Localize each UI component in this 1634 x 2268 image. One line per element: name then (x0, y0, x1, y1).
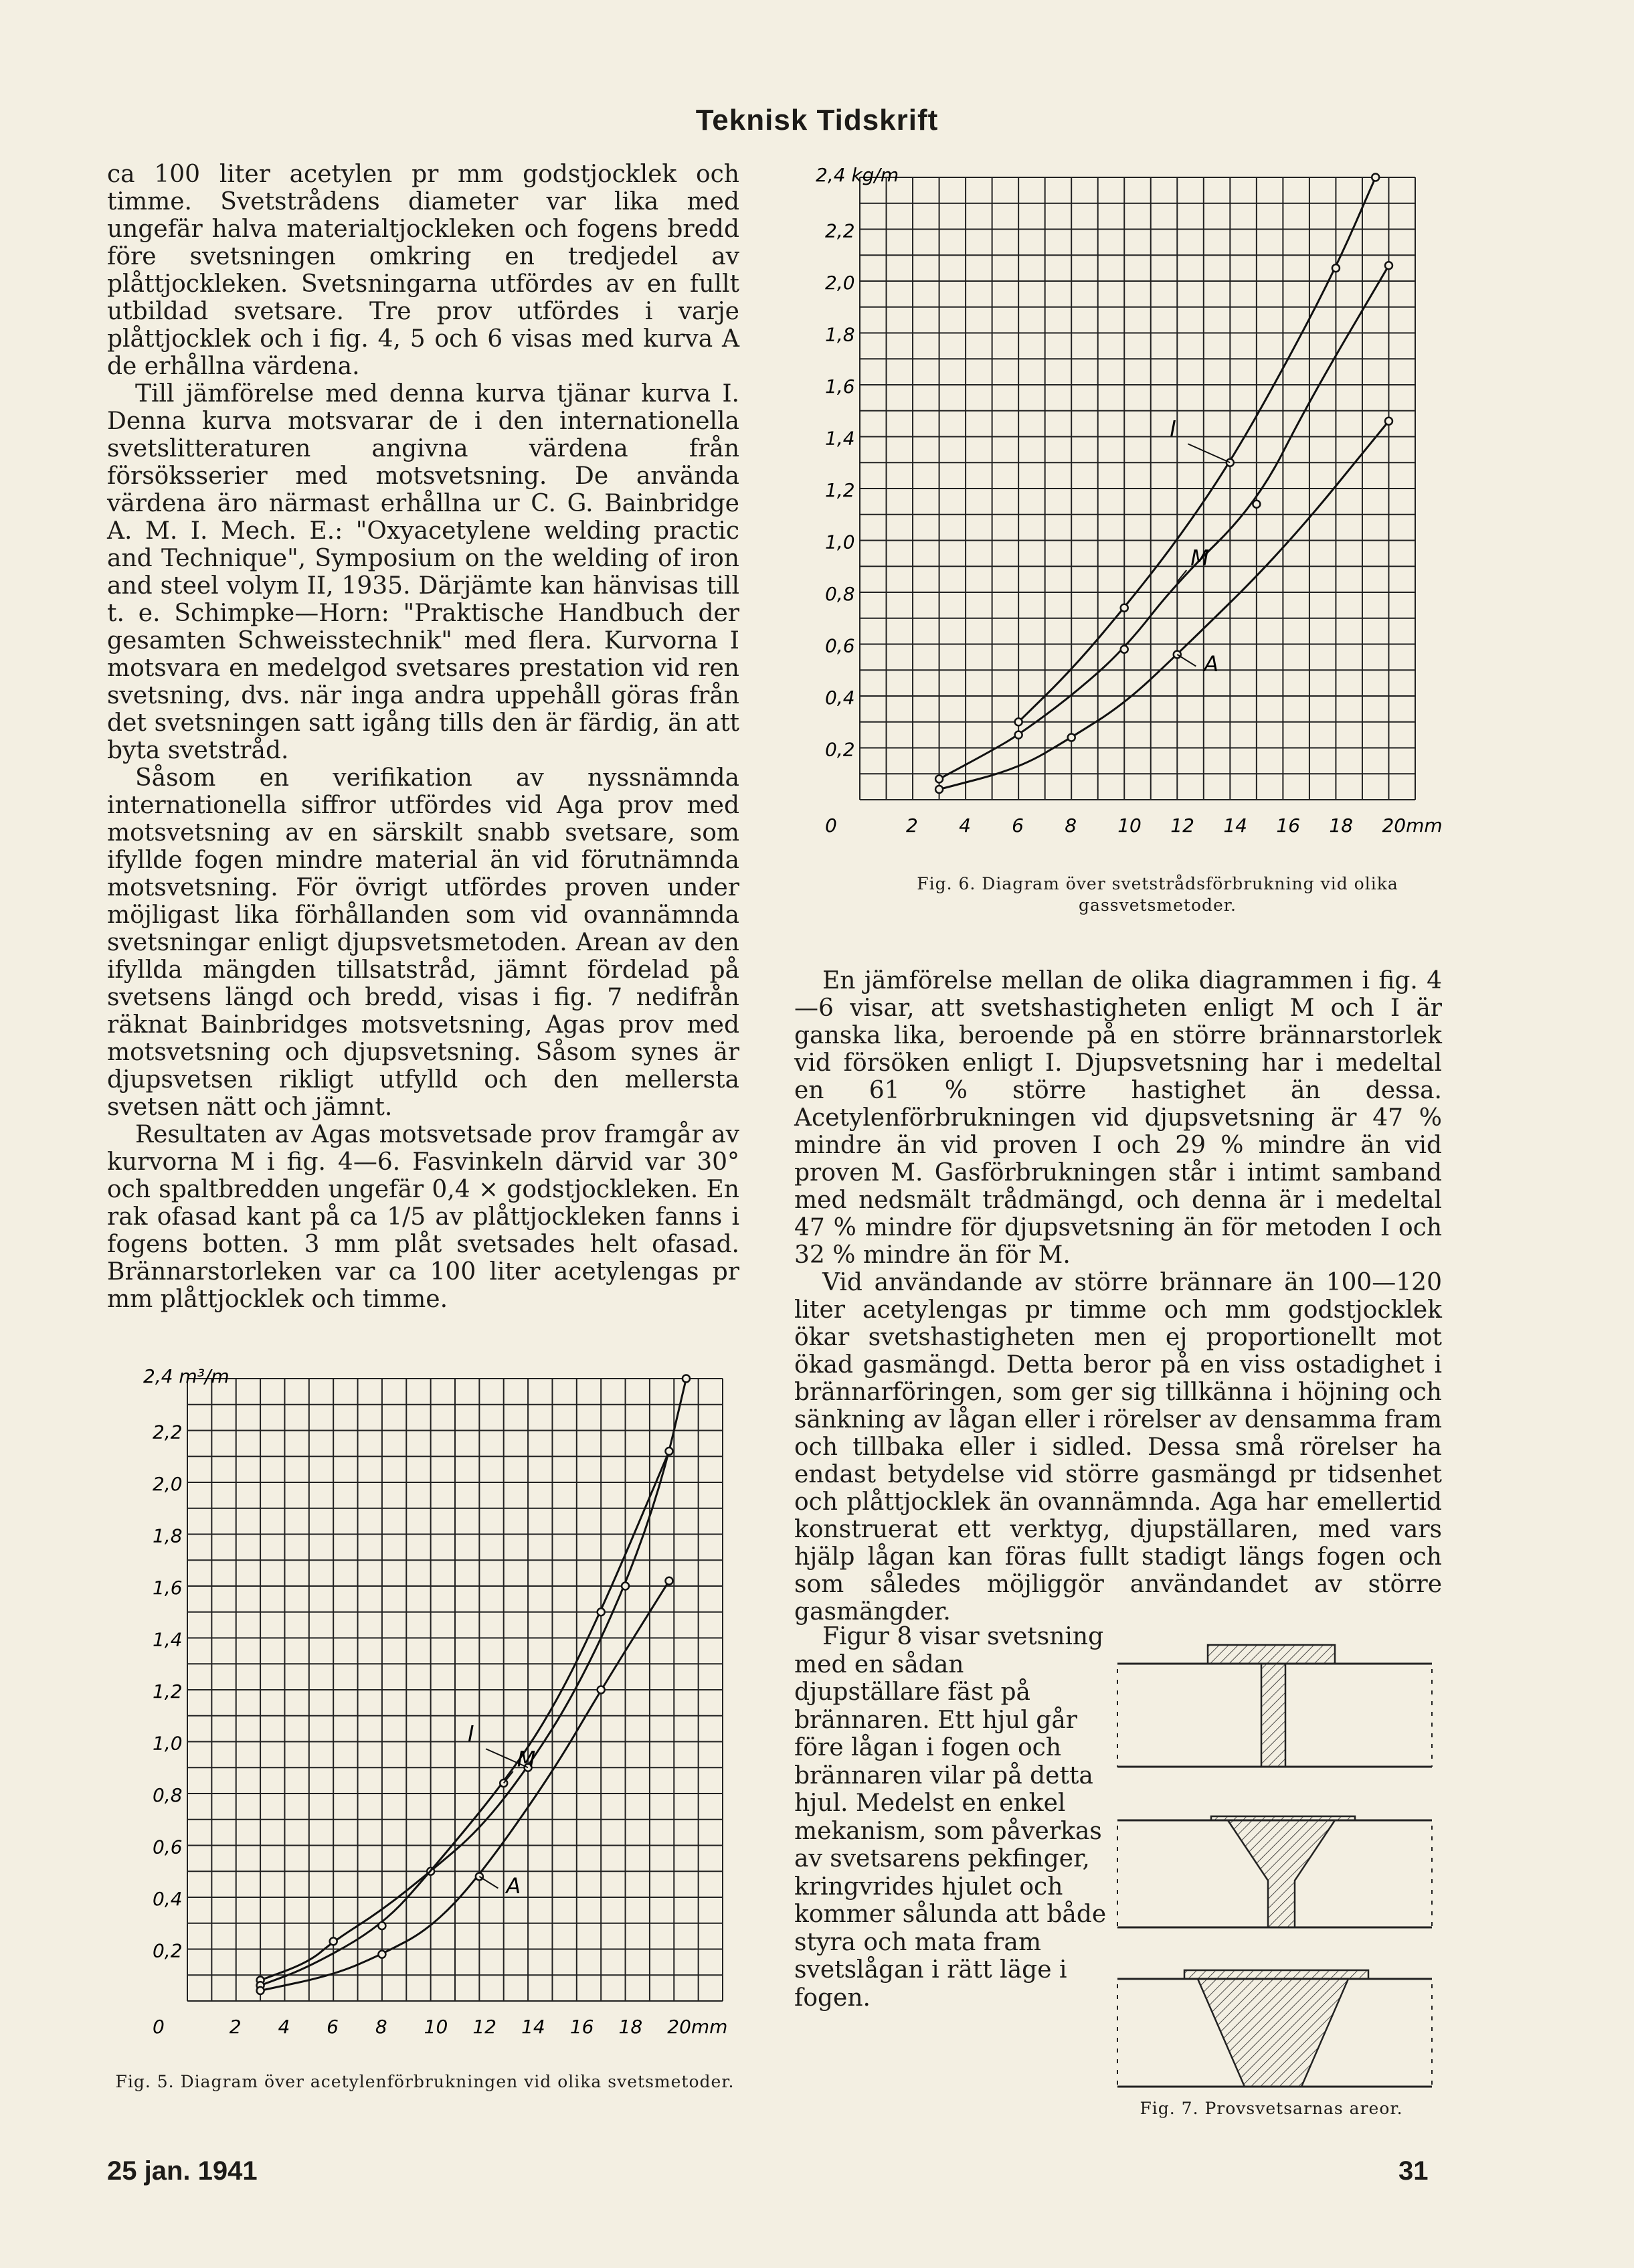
y-tick-label: 1,4 (153, 1628, 183, 1651)
data-point-M (666, 1448, 673, 1455)
x-tick-label: 20mm (667, 2016, 728, 2038)
fig6-caption: Fig. 6. Diagram över svetstrådsförbrukning vid olika gassvetsmetoder. (917, 874, 1398, 915)
x-tick-label: 6 (1012, 814, 1024, 837)
x-tick-label: 18 (1329, 814, 1354, 837)
fig6-chart (800, 157, 1449, 873)
x-tick-label: 20mm (1382, 814, 1443, 837)
page-header: Teknisk Tidskrift (695, 104, 939, 137)
paragraph: Vid användande av större brännare än 100—120 liter acetylengas pr timme och mm godstjocklek ökar svetshastigheten men ej proportionellt mot ökad gasmängd. Detta beror på en viss ostadighet i brännarföringen, som ger sig tillkänna i höjning och sänkning av lågan eller i rörelser av densamma fram och tillbaka eller i sidled. Dessa små rörelser ha endast betydelse vid större gasmängd pr tidsenhet och plåttjocklek än ovannämnda. Aga har emellertid konstruerat ett verktyg, djupställaren, med vars hjälp lågan kan föras fullt stadigt längs fogen och som således möjliggör användandet av större gasmängder. (794, 1269, 1442, 1626)
x-tick-label: 12 (1170, 814, 1194, 837)
y-tick-label: 1,2 (825, 479, 855, 501)
data-point-M (1121, 646, 1128, 653)
x-tick-label: 2 (906, 814, 918, 837)
data-point-M (1253, 501, 1260, 508)
y-tick-label: 0,2 (825, 738, 855, 761)
fig5-chart (120, 1359, 756, 2068)
y-tick-label: 1,6 (153, 1577, 183, 1599)
weld-section-top (1117, 1645, 1432, 1767)
x-tick-label: 4 (959, 814, 971, 837)
x-tick-label: 8 (1065, 814, 1077, 837)
paragraph: ca 100 liter acetylen pr mm godstjocklek och timme. Svetstrådens diameter var lika med ungefär halva materialtjockleken och fogens bredd före svetsningen omkring en tredjedel av plåttjockleken. Svetsningarna utfördes av en fullt utbildad svetsare. Tre prov utfördes i varje plåttjocklek och i fig. 4, 5 och 6 visas med kurva A de erhållna värdena. (107, 161, 739, 380)
series-line-A (939, 421, 1389, 789)
data-point-A (257, 1987, 264, 1994)
data-point-M (378, 1922, 385, 1929)
paragraph: Till jämförelse med denna kurva tjänar kurva I. Denna kurva motsvarar de i den internationella svetslitteraturen angivna värdena från försöksserier med motsvetsning. De använda värdena äro närmast erhållna ur C. G. Bainbridge A. M. I. Mech. E.: "Oxyacetylene welding practic and Technique", Symposium on the welding of iron and steel volym II, 1935. Därjämte kan hänvisas till t. e. Schimpke—Horn: "Praktische Handbuch der gesamten Schweisstechnik" med flera. Kurvorna I motsvara en medelgod svetsares prestation vid ren svetsning, dvs. när inga andra uppehåll göras från det svetsningen satt igång tills den är färdig, än att byta svetstråd. (107, 380, 739, 764)
series-label-I: I (1170, 416, 1176, 442)
paragraph: Figur 8 visar svetsning med en sådan djupställare fäst på brännaren. Ett hjul går före lågan i fogen och brännaren vilar på detta hjul. Medelst en enkel mekanism, som påverkas av svetsarens pekfinger, kringvrides hjulet och kommer sålunda att både styra och mata fram svetslågan i rätt läge i fogen. (794, 1623, 1107, 2012)
data-point-I (1015, 718, 1022, 725)
y-tick-label: 1,4 (825, 427, 855, 450)
series-label-I: I (468, 1721, 474, 1747)
wrap-column (794, 1623, 1109, 2012)
series-line-A (260, 1581, 669, 1990)
x-tick-label: 12 (472, 2016, 497, 2038)
data-point-A (378, 1951, 385, 1958)
series-line-M (260, 1452, 669, 1986)
x-tick-label: 4 (278, 2016, 290, 2038)
y-tick-label: 1,0 (825, 531, 855, 553)
y-tick-label: 2,2 (825, 220, 855, 242)
y-tick-label: 0,6 (153, 1836, 183, 1858)
y-axis-label: 2,4 m³/m (143, 1365, 230, 1387)
series-line-M (939, 266, 1389, 779)
grid (860, 177, 1415, 800)
y-tick-label: 1,0 (153, 1732, 183, 1755)
data-point-I (330, 1937, 337, 1945)
fig7-caption: Fig. 7. Provsvetsarnas areor. (1140, 2099, 1403, 2118)
x-tick-label: 0 (153, 2016, 165, 2038)
series-line-I (260, 1379, 686, 1980)
paragraph: En jämförelse mellan de olika diagrammen i fig. 4—6 visar, att svetshastigheten enligt M och I är ganska lika, beroende på en större brännarstorlek vid försöken enligt I. Djupsvetsning har i medeltal en 61 % större hastighet än dessa. Acetylenförbrukningen vid djupsvetsning är 47 % mindre än vid proven I och 29 % mindre än vid proven M. Gasförbrukningen står i intimt samband med nedsmält trådmängd, och denna är i medeltal 47 % mindre för djupsvetsning än för metoden I och 32 % mindre än för M. (794, 967, 1442, 1269)
y-tick-label: 0,2 (153, 1939, 183, 1962)
data-point-A (1068, 734, 1075, 742)
x-tick-label: 6 (327, 2016, 339, 2038)
right-column (794, 967, 1442, 1626)
footer-date: 25 jan. 1941 (107, 2156, 258, 2186)
data-point-M (1385, 262, 1392, 269)
y-tick-label: 2,2 (153, 1421, 183, 1444)
x-tick-label: 14 (1223, 814, 1247, 837)
y-tick-label: 0,4 (153, 1888, 183, 1910)
y-tick-label: 1,8 (153, 1524, 183, 1547)
data-point-A (666, 1577, 673, 1585)
data-point-I (683, 1375, 690, 1383)
y-tick-label: 1,8 (825, 323, 855, 346)
series-label-A: A (1204, 651, 1219, 677)
x-tick-label: 16 (569, 2016, 594, 2038)
series-leader-A (479, 1877, 498, 1889)
y-tick-label: 1,2 (153, 1680, 183, 1703)
page-number: 31 (1398, 2156, 1429, 2186)
series-leader-A (1177, 655, 1196, 667)
y-tick-label: 0,8 (153, 1784, 183, 1806)
series-leader-I (1188, 444, 1230, 462)
y-tick-label: 2,0 (825, 272, 855, 294)
data-point-M (935, 776, 943, 783)
data-point-A (935, 786, 943, 793)
paragraph: Såsom en verifikation av nyssnämnda internationella siffror utfördes vid Aga prov med motsvetsning av en särskilt snabb svetsare, som ifyllde fogen mindre material än vid förutnämnda motsvetsning. För övrigt utfördes proven under möjligast lika förhållanden som vid ovannämnda svetsningar enligt djupsvetsmetoden. Arean av den ifyllda mängden tillsatstråd, jämnt fördelad på svetsens längd och bredd, visas i fig. 7 nedifrån räknat Bainbridges motsvetsning, Agas prov med motsvetsning och djupsvetsning. Såsom synes är djupsvetsen rikligt utfylld och den mellersta svetsen nätt och jämnt. (107, 764, 739, 1121)
weld-section-bottom (1117, 1970, 1432, 2087)
data-point-I (622, 1583, 629, 1590)
series-label-M: M (1190, 545, 1209, 571)
x-tick-label: 10 (1117, 814, 1142, 837)
paragraph: Resultaten av Agas motsvetsade prov framgår av kurvorna M i fig. 4—6. Fasvinkeln därvid var 30° och spaltbredden ungefär 0,4 × godstjockleken. En rak ofasad kant på ca 1/5 av plåttjockleken fanns i fogens botten. 3 mm plåt svetsades helt ofasad. Brännarstorleken var ca 100 liter acetylengas pr mm plåttjocklek och timme. (107, 1121, 739, 1313)
data-point-A (598, 1686, 605, 1694)
y-tick-label: 0,6 (825, 634, 855, 657)
x-tick-label: 16 (1276, 814, 1301, 837)
y-tick-label: 2,0 (153, 1473, 183, 1495)
x-tick-label: 2 (229, 2016, 242, 2038)
data-point-I (1332, 264, 1340, 272)
x-tick-label: 0 (825, 814, 837, 837)
y-axis-label: 2,4 kg/m (816, 164, 899, 186)
data-point-I (1372, 174, 1379, 181)
x-tick-label: 10 (424, 2016, 448, 2038)
y-tick-label: 0,8 (825, 583, 855, 605)
data-point-A (1385, 418, 1392, 425)
left-column (107, 161, 739, 1313)
data-point-I (1121, 604, 1128, 612)
y-tick-label: 0,4 (825, 687, 855, 709)
series-label-A: A (506, 1873, 521, 1899)
grid (187, 1379, 723, 2001)
data-point-A (1174, 651, 1181, 659)
fig7-weld-diagram (1111, 1640, 1439, 2101)
x-tick-label: 14 (521, 2016, 545, 2038)
weld-section-middle (1117, 1816, 1432, 1927)
y-tick-label: 1,6 (825, 375, 855, 398)
series-label-M: M (517, 1746, 536, 1772)
fig5-caption: Fig. 5. Diagram över acetylenförbrukningen vid olika svetsmetoder. (115, 2072, 735, 2091)
x-tick-label: 8 (375, 2016, 387, 2038)
data-point-M (1015, 731, 1022, 739)
data-point-M (598, 1608, 605, 1616)
x-tick-label: 18 (618, 2016, 643, 2038)
